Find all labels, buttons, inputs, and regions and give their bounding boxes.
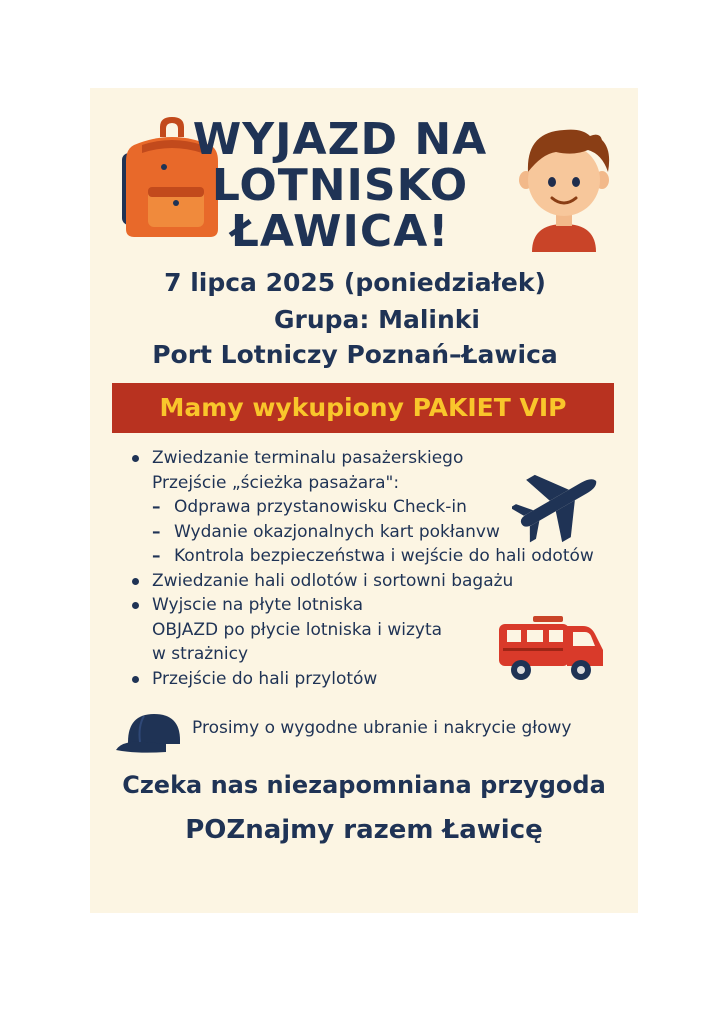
event-date: 7 lipca 2025 (poniedziałek): [164, 268, 546, 297]
fire-truck-icon: [497, 614, 607, 684]
list-item: [128, 544, 618, 569]
list-item-text: Odprawa przystanowisku Check-in: [174, 497, 467, 517]
list-item-text: Kontrola bezpieczeństwa i wejście do hali odotów: [174, 546, 594, 566]
airplane-icon: [512, 463, 604, 543]
closing-line: Czeka nas niezapomniana przygoda: [122, 771, 606, 799]
group-name: Grupa: Malinki: [274, 305, 480, 334]
list-item: Przejście do hali przylotów: [128, 667, 618, 692]
event-location: Port Lotniczy Poznań–Ławica: [152, 340, 558, 369]
clothing-note: Prosimy o wygodne ubranie i nakrycie głowy: [192, 718, 572, 738]
list-item: Zwiedzanie terminalu pasażerskiego: [128, 446, 618, 471]
list-item: Wyjscie na płyte lotniska: [128, 593, 618, 618]
list-item: w strażnicy: [152, 644, 249, 664]
boy-icon: [518, 122, 610, 252]
list-item: Przejście „ścieżka pasażara":: [152, 472, 400, 493]
dash-marker: –: [152, 546, 161, 566]
closing-slogan: POZnajmy razem Ławicę: [185, 815, 543, 845]
page-title: [190, 114, 490, 257]
title-line: LOTNISKO: [211, 160, 469, 211]
cap-icon: [114, 712, 184, 756]
dash-marker: –: [152, 521, 161, 542]
list-item: OBJAZD po płycie lotniska i wizyta: [152, 619, 443, 640]
title-line: ŁAWICA!: [230, 206, 450, 257]
list-item: Zwiedzanie hali odlotów i sortowni bagażu: [128, 569, 618, 594]
vip-banner: Mamy wykupiony PAKIET VIP: [112, 383, 614, 433]
dash-marker: –: [152, 497, 161, 517]
title-line: WYJAZD NA: [192, 114, 488, 165]
list-item-text: Wydanie okazjonalnych kart pokłanvw: [174, 521, 500, 542]
